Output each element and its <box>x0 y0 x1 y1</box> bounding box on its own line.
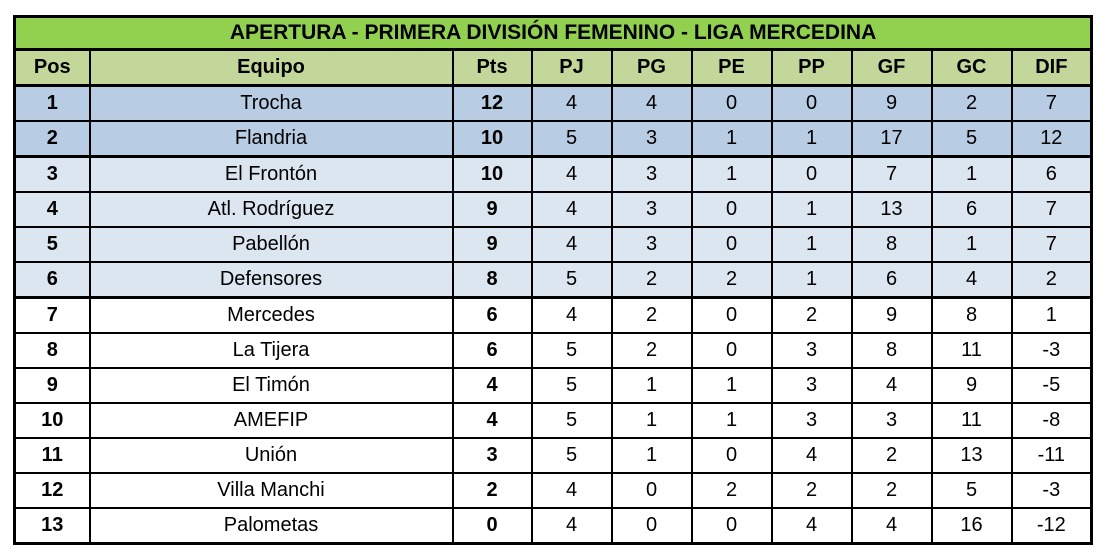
pj-cell: 5 <box>532 121 612 157</box>
team-name: Unión <box>90 438 453 473</box>
pe-cell: 0 <box>692 508 772 544</box>
pe-header: PE <box>692 50 772 86</box>
pos-cell: 9 <box>15 368 90 403</box>
pe-cell: 2 <box>692 473 772 508</box>
pp-cell: 1 <box>772 262 852 298</box>
gc-cell: 1 <box>932 157 1012 193</box>
pp-cell: 3 <box>772 333 852 368</box>
pj-cell: 4 <box>532 227 612 262</box>
pe-cell: 1 <box>692 121 772 157</box>
standings-table <box>13 15 1093 545</box>
pe-cell: 0 <box>692 298 772 334</box>
pg-cell: 3 <box>612 192 692 227</box>
team-name: Defensores <box>90 262 453 298</box>
table-row <box>15 192 1092 227</box>
pj-cell: 4 <box>532 192 612 227</box>
pts-cell: 6 <box>453 298 532 334</box>
pj-cell: 5 <box>532 403 612 438</box>
gf-cell: 4 <box>852 368 932 403</box>
gc-cell: 11 <box>932 333 1012 368</box>
gf-cell: 2 <box>852 438 932 473</box>
table-row <box>15 227 1092 262</box>
table-row <box>15 368 1092 403</box>
dif-cell: -3 <box>1012 333 1092 368</box>
gc-cell: 2 <box>932 86 1012 122</box>
gf-cell: 13 <box>852 192 932 227</box>
table-row <box>15 262 1092 298</box>
team-name: Pabellón <box>90 227 453 262</box>
table-row <box>15 438 1092 473</box>
gc-cell: 11 <box>932 403 1012 438</box>
dif-cell: 7 <box>1012 227 1092 262</box>
team-name: Trocha <box>90 86 453 122</box>
pg-cell: 1 <box>612 403 692 438</box>
pg-cell: 3 <box>612 121 692 157</box>
dif-cell: 6 <box>1012 157 1092 193</box>
dif-header: DIF <box>1012 50 1092 86</box>
pg-cell: 4 <box>612 86 692 122</box>
team-name: El Timón <box>90 368 453 403</box>
table-row <box>15 298 1092 334</box>
pe-cell: 0 <box>692 333 772 368</box>
pts-cell: 8 <box>453 262 532 298</box>
gf-cell: 6 <box>852 262 932 298</box>
pp-cell: 1 <box>772 227 852 262</box>
pg-cell: 0 <box>612 473 692 508</box>
team-name: AMEFIP <box>90 403 453 438</box>
pg-cell: 0 <box>612 508 692 544</box>
pp-cell: 0 <box>772 157 852 193</box>
gc-cell: 8 <box>932 298 1012 334</box>
gf-cell: 8 <box>852 227 932 262</box>
team-name: Palometas <box>90 508 453 544</box>
pj-cell: 5 <box>532 262 612 298</box>
pos-cell: 4 <box>15 192 90 227</box>
dif-cell: 7 <box>1012 192 1092 227</box>
pg-cell: 2 <box>612 262 692 298</box>
dif-cell: 12 <box>1012 121 1092 157</box>
gc-cell: 5 <box>932 121 1012 157</box>
gf-cell: 9 <box>852 86 932 122</box>
pp-cell: 3 <box>772 403 852 438</box>
pj-cell: 5 <box>532 333 612 368</box>
pos-cell: 11 <box>15 438 90 473</box>
pe-cell: 0 <box>692 86 772 122</box>
pos-cell: 12 <box>15 473 90 508</box>
table-row <box>15 473 1092 508</box>
pts-cell: 0 <box>453 508 532 544</box>
pos-header: Pos <box>15 50 90 86</box>
pe-cell: 0 <box>692 192 772 227</box>
team-name: Mercedes <box>90 298 453 334</box>
team-name: Flandria <box>90 121 453 157</box>
gc-cell: 6 <box>932 192 1012 227</box>
table-title-row <box>15 17 1092 50</box>
gf-cell: 9 <box>852 298 932 334</box>
equipo-header: Equipo <box>90 50 453 86</box>
pp-cell: 4 <box>772 508 852 544</box>
table-row <box>15 403 1092 438</box>
table-row <box>15 86 1092 122</box>
pj-header: PJ <box>532 50 612 86</box>
pe-cell: 1 <box>692 157 772 193</box>
pj-cell: 4 <box>532 157 612 193</box>
gf-cell: 17 <box>852 121 932 157</box>
dif-cell: 2 <box>1012 262 1092 298</box>
dif-cell: -11 <box>1012 438 1092 473</box>
table-title: APERTURA - PRIMERA DIVISIÓN FEMENINO - LIGA MERCEDINA <box>15 17 1092 50</box>
table-header-row <box>15 50 1092 86</box>
pos-cell: 5 <box>15 227 90 262</box>
pj-cell: 4 <box>532 298 612 334</box>
pos-cell: 13 <box>15 508 90 544</box>
gf-cell: 7 <box>852 157 932 193</box>
table-row <box>15 157 1092 193</box>
pp-cell: 2 <box>772 473 852 508</box>
pp-cell: 3 <box>772 368 852 403</box>
pos-cell: 2 <box>15 121 90 157</box>
pos-cell: 3 <box>15 157 90 193</box>
pts-cell: 4 <box>453 403 532 438</box>
pg-cell: 1 <box>612 438 692 473</box>
gf-cell: 2 <box>852 473 932 508</box>
pts-cell: 9 <box>453 192 532 227</box>
pts-cell: 2 <box>453 473 532 508</box>
pg-cell: 3 <box>612 157 692 193</box>
pos-cell: 1 <box>15 86 90 122</box>
pp-cell: 2 <box>772 298 852 334</box>
gc-cell: 9 <box>932 368 1012 403</box>
pos-cell: 10 <box>15 403 90 438</box>
pg-cell: 2 <box>612 333 692 368</box>
pts-cell: 10 <box>453 157 532 193</box>
pj-cell: 4 <box>532 86 612 122</box>
pj-cell: 4 <box>532 473 612 508</box>
gc-cell: 16 <box>932 508 1012 544</box>
pos-cell: 8 <box>15 333 90 368</box>
gf-header: GF <box>852 50 932 86</box>
pg-cell: 3 <box>612 227 692 262</box>
team-name: Atl. Rodríguez <box>90 192 453 227</box>
gf-cell: 3 <box>852 403 932 438</box>
pe-cell: 1 <box>692 403 772 438</box>
pts-cell: 12 <box>453 86 532 122</box>
pg-cell: 2 <box>612 298 692 334</box>
pg-cell: 1 <box>612 368 692 403</box>
pg-header: PG <box>612 50 692 86</box>
dif-cell: -5 <box>1012 368 1092 403</box>
table-row <box>15 121 1092 157</box>
dif-cell: -3 <box>1012 473 1092 508</box>
pj-cell: 4 <box>532 508 612 544</box>
pts-cell: 3 <box>453 438 532 473</box>
gc-cell: 1 <box>932 227 1012 262</box>
team-name: El Frontón <box>90 157 453 193</box>
table-row <box>15 333 1092 368</box>
dif-cell: -8 <box>1012 403 1092 438</box>
table-row <box>15 508 1092 544</box>
pp-cell: 1 <box>772 192 852 227</box>
gf-cell: 8 <box>852 333 932 368</box>
pp-cell: 1 <box>772 121 852 157</box>
gc-cell: 5 <box>932 473 1012 508</box>
pts-cell: 9 <box>453 227 532 262</box>
gf-cell: 4 <box>852 508 932 544</box>
pe-cell: 1 <box>692 368 772 403</box>
pp-cell: 0 <box>772 86 852 122</box>
pts-cell: 4 <box>453 368 532 403</box>
gc-cell: 4 <box>932 262 1012 298</box>
dif-cell: 7 <box>1012 86 1092 122</box>
team-name: Villa Manchi <box>90 473 453 508</box>
pp-header: PP <box>772 50 852 86</box>
pe-cell: 0 <box>692 227 772 262</box>
pp-cell: 4 <box>772 438 852 473</box>
dif-cell: -12 <box>1012 508 1092 544</box>
gc-header: GC <box>932 50 1012 86</box>
pos-cell: 7 <box>15 298 90 334</box>
pos-cell: 6 <box>15 262 90 298</box>
gc-cell: 13 <box>932 438 1012 473</box>
standings-table-container <box>13 15 1093 545</box>
pe-cell: 0 <box>692 438 772 473</box>
pts-cell: 6 <box>453 333 532 368</box>
pts-cell: 10 <box>453 121 532 157</box>
team-name: La Tijera <box>90 333 453 368</box>
pe-cell: 2 <box>692 262 772 298</box>
pj-cell: 5 <box>532 438 612 473</box>
dif-cell: 1 <box>1012 298 1092 334</box>
pts-header: Pts <box>453 50 532 86</box>
pj-cell: 5 <box>532 368 612 403</box>
